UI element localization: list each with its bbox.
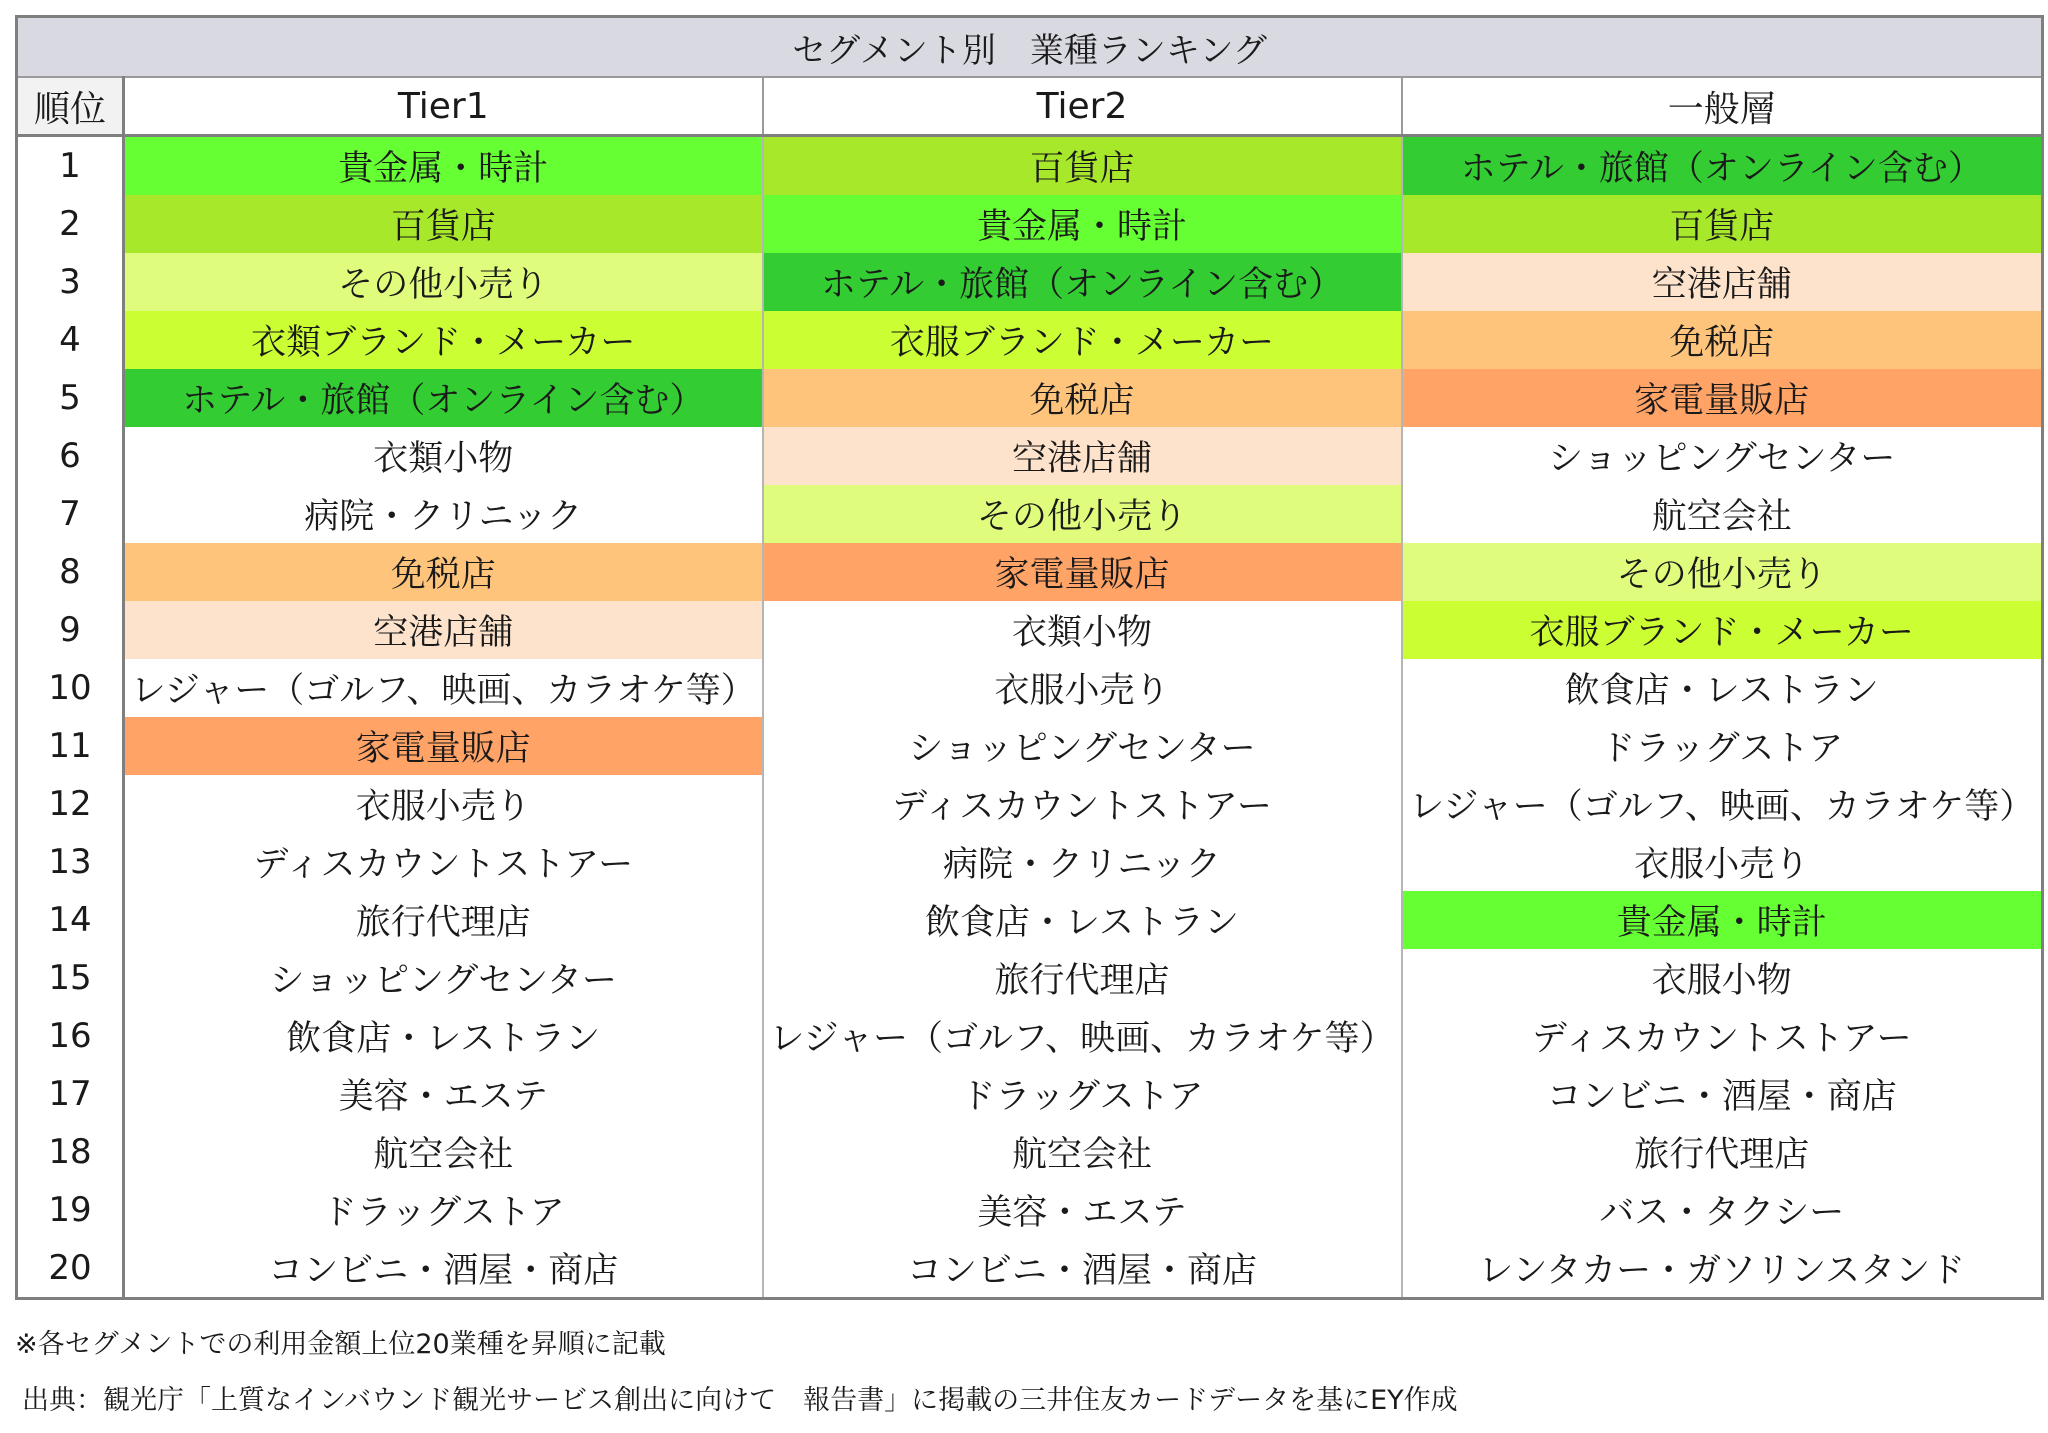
tier2-cell: ドラッグストア bbox=[763, 1065, 1402, 1123]
table-row bbox=[17, 253, 2043, 311]
tier1-cell: ホテル・旅館（オンライン含む） bbox=[124, 369, 763, 427]
tier1-cell: 飲食店・レストラン bbox=[124, 1007, 763, 1065]
rank-cell: 12 bbox=[17, 775, 124, 833]
rank-cell: 2 bbox=[17, 195, 124, 253]
general-cell: ディスカウントストアー bbox=[1402, 1007, 2043, 1065]
table-row bbox=[17, 1123, 2043, 1181]
rank-cell: 5 bbox=[17, 369, 124, 427]
tier1-cell: 貴金属・時計 bbox=[124, 136, 763, 196]
header-tier1: Tier1 bbox=[124, 77, 763, 136]
rank-cell: 13 bbox=[17, 833, 124, 891]
general-cell: 免税店 bbox=[1402, 311, 2043, 369]
tier1-cell: 空港店舗 bbox=[124, 601, 763, 659]
tier1-cell: ショッピングセンター bbox=[124, 949, 763, 1007]
table-row bbox=[17, 949, 2043, 1007]
general-cell: 航空会社 bbox=[1402, 485, 2043, 543]
footnote-note: ※各セグメントでの利用金額上位20業種を昇順に記載 bbox=[15, 1329, 666, 1360]
tier2-cell: コンビニ・酒屋・商店 bbox=[763, 1239, 1402, 1299]
table-row bbox=[17, 485, 2043, 543]
general-cell: レジャー（ゴルフ、映画、カラオケ等） bbox=[1402, 775, 2043, 833]
tier2-cell: 空港店舗 bbox=[763, 427, 1402, 485]
table-row bbox=[17, 195, 2043, 253]
general-cell: ホテル・旅館（オンライン含む） bbox=[1402, 136, 2043, 196]
tier1-cell: 航空会社 bbox=[124, 1123, 763, 1181]
tier2-cell: 衣服小売り bbox=[763, 659, 1402, 717]
table-row bbox=[17, 717, 2043, 775]
tier1-cell: 衣類ブランド・メーカー bbox=[124, 311, 763, 369]
tier2-cell: 貴金属・時計 bbox=[763, 195, 1402, 253]
table-row bbox=[17, 427, 2043, 485]
tier1-cell: 衣類小物 bbox=[124, 427, 763, 485]
tier2-cell: 家電量販店 bbox=[763, 543, 1402, 601]
table-row bbox=[17, 136, 2043, 196]
general-cell: その他小売り bbox=[1402, 543, 2043, 601]
table-row bbox=[17, 369, 2043, 427]
rank-cell: 3 bbox=[17, 253, 124, 311]
general-cell: レンタカー・ガソリンスタンド bbox=[1402, 1239, 2043, 1299]
rank-cell: 10 bbox=[17, 659, 124, 717]
rank-cell: 17 bbox=[17, 1065, 124, 1123]
table-row bbox=[17, 833, 2043, 891]
rank-cell: 20 bbox=[17, 1239, 124, 1299]
general-cell: 旅行代理店 bbox=[1402, 1123, 2043, 1181]
general-cell: ドラッグストア bbox=[1402, 717, 2043, 775]
general-cell: 貴金属・時計 bbox=[1402, 891, 2043, 949]
tier2-cell: 飲食店・レストラン bbox=[763, 891, 1402, 949]
rank-cell: 6 bbox=[17, 427, 124, 485]
tier2-cell: レジャー（ゴルフ、映画、カラオケ等） bbox=[763, 1007, 1402, 1065]
tier2-cell: ディスカウントストアー bbox=[763, 775, 1402, 833]
rank-cell: 7 bbox=[17, 485, 124, 543]
tier1-cell: コンビニ・酒屋・商店 bbox=[124, 1239, 763, 1299]
rank-cell: 19 bbox=[17, 1181, 124, 1239]
table-row bbox=[17, 1181, 2043, 1239]
rank-cell: 11 bbox=[17, 717, 124, 775]
tier2-cell: 免税店 bbox=[763, 369, 1402, 427]
general-cell: 衣服小物 bbox=[1402, 949, 2043, 1007]
general-cell: 空港店舗 bbox=[1402, 253, 2043, 311]
tier1-cell: 旅行代理店 bbox=[124, 891, 763, 949]
rank-cell: 1 bbox=[17, 136, 124, 196]
tier2-cell: 衣類小物 bbox=[763, 601, 1402, 659]
tier1-cell: 百貨店 bbox=[124, 195, 763, 253]
rank-cell: 14 bbox=[17, 891, 124, 949]
tier1-cell: 病院・クリニック bbox=[124, 485, 763, 543]
table-row bbox=[17, 659, 2043, 717]
tier1-cell: ドラッグストア bbox=[124, 1181, 763, 1239]
tier2-cell: 衣服ブランド・メーカー bbox=[763, 311, 1402, 369]
title-row bbox=[17, 17, 2043, 78]
rank-cell: 4 bbox=[17, 311, 124, 369]
header-row bbox=[17, 77, 2043, 136]
tier1-cell: 衣服小売り bbox=[124, 775, 763, 833]
tier2-cell: 百貨店 bbox=[763, 136, 1402, 196]
header-tier2: Tier2 bbox=[763, 77, 1402, 136]
header-general: 一般層 bbox=[1402, 77, 2043, 136]
table-title: セグメント別 業種ランキング bbox=[17, 17, 2043, 78]
general-cell: 衣服ブランド・メーカー bbox=[1402, 601, 2043, 659]
tier1-cell: 美容・エステ bbox=[124, 1065, 763, 1123]
tier1-cell: ディスカウントストアー bbox=[124, 833, 763, 891]
tier2-cell: その他小売り bbox=[763, 485, 1402, 543]
table-row bbox=[17, 1065, 2043, 1123]
general-cell: バス・タクシー bbox=[1402, 1181, 2043, 1239]
ranking-body bbox=[17, 136, 2043, 1299]
ranking-table bbox=[15, 15, 2044, 1300]
rank-cell: 18 bbox=[17, 1123, 124, 1181]
tier1-cell: 免税店 bbox=[124, 543, 763, 601]
table-row bbox=[17, 1007, 2043, 1065]
general-cell: ショッピングセンター bbox=[1402, 427, 2043, 485]
general-cell: 飲食店・レストラン bbox=[1402, 659, 2043, 717]
table-row bbox=[17, 775, 2043, 833]
general-cell: 家電量販店 bbox=[1402, 369, 2043, 427]
footnote-source: 出典：観光庁「上質なインバウンド観光サービス創出に向けて 報告書」に掲載の三井住友カードデータを基にEY作成 bbox=[22, 1385, 1458, 1416]
table-row bbox=[17, 1239, 2043, 1299]
tier2-cell: 航空会社 bbox=[763, 1123, 1402, 1181]
table-row bbox=[17, 891, 2043, 949]
tier1-cell: その他小売り bbox=[124, 253, 763, 311]
general-cell: コンビニ・酒屋・商店 bbox=[1402, 1065, 2043, 1123]
table-row bbox=[17, 543, 2043, 601]
tier1-cell: 家電量販店 bbox=[124, 717, 763, 775]
tier1-cell: レジャー（ゴルフ、映画、カラオケ等） bbox=[124, 659, 763, 717]
tier2-cell: 旅行代理店 bbox=[763, 949, 1402, 1007]
tier2-cell: 美容・エステ bbox=[763, 1181, 1402, 1239]
tier2-cell: ホテル・旅館（オンライン含む） bbox=[763, 253, 1402, 311]
rank-cell: 16 bbox=[17, 1007, 124, 1065]
header-rank: 順位 bbox=[17, 77, 124, 136]
rank-cell: 15 bbox=[17, 949, 124, 1007]
table-row bbox=[17, 311, 2043, 369]
tier2-cell: ショッピングセンター bbox=[763, 717, 1402, 775]
general-cell: 百貨店 bbox=[1402, 195, 2043, 253]
rank-cell: 9 bbox=[17, 601, 124, 659]
rank-cell: 8 bbox=[17, 543, 124, 601]
general-cell: 衣服小売り bbox=[1402, 833, 2043, 891]
table-row bbox=[17, 601, 2043, 659]
tier2-cell: 病院・クリニック bbox=[763, 833, 1402, 891]
